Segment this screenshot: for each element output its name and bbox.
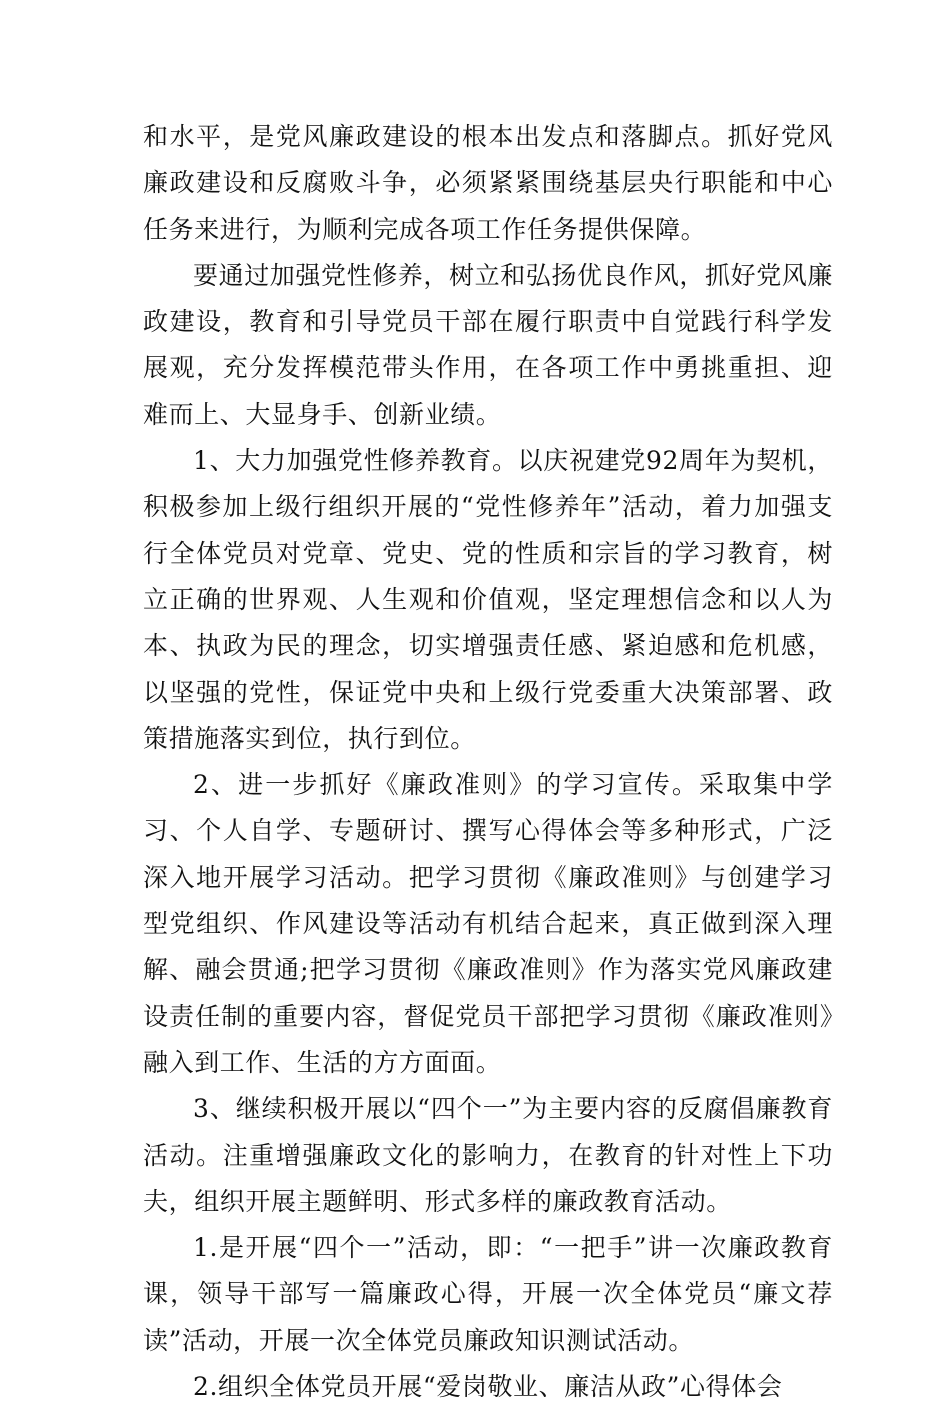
document-body — [143, 114, 833, 1410]
paragraph-6: 1.是开展“四个一”活动，即：“一把手”讲一次廉政教育课，领导干部写一篇廉政心得，开展一次全体党员“廉文荐读”活动，开展一次全体党员廉政知识测试活动。 — [143, 1233, 833, 1355]
paragraph-1: 和水平，是党风廉政建设的根本出发点和落脚点。抓好党风廉政建设和反腐败斗争，必须紧紧围绕基层央行职能和中心任务来进行，为顺利完成各项工作任务提供保障。 — [143, 122, 833, 244]
paragraph-5: 3、继续积极开展以“四个一”为主要内容的反腐倡廉教育活动。注重增强廉政文化的影响力，在教育的针对性上下功夫，组织开展主题鲜明、形式多样的廉政教育活动。 — [143, 1094, 833, 1216]
paragraph-4: 2、进一步抓好《廉政准则》的学习宣传。采取集中学习、个人自学、专题研讨、撰写心得体会等多种形式，广泛深入地开展学习活动。把学习贯彻《廉政准则》与创建学习型党组织、作风建设等活动有机结合起来，真正做到深入理解、融会贯通;把学习贯彻《廉政准则》作为落实党风廉政建设责任制的重要内容，督促党员干部把学习贯彻《廉政准则》融入到工作、生活的方方面面。 — [143, 770, 833, 1077]
paragraph-2: 要通过加强党性修养，树立和弘扬优良作风，抓好党风廉政建设，教育和引导党员干部在履行职责中自觉践行科学发展观，充分发挥模范带头作用，在各项工作中勇挑重担、迎难而上、大显身手、创新业绩。 — [143, 260, 834, 429]
paragraph-3: 1、大力加强党性修养教育。以庆祝建党92周年为契机，积极参加上级行组织开展的“党性修养年”活动，着力加强支行全体党员对党章、党史、党的性质和宗旨的学习教育，树立正确的世界观、人生观和价值观，坚定理想信念和以人为本、执政为民的理念，切实增强责任感、紧迫感和危机感，以坚强的党性，保证党中央和上级行党委重大决策部署、政策措施落实到位，执行到位。 — [143, 446, 833, 753]
paragraph-7: 2.组织全体党员开展“爱岗敬业、廉洁从政”心得体会 — [193, 1372, 783, 1402]
